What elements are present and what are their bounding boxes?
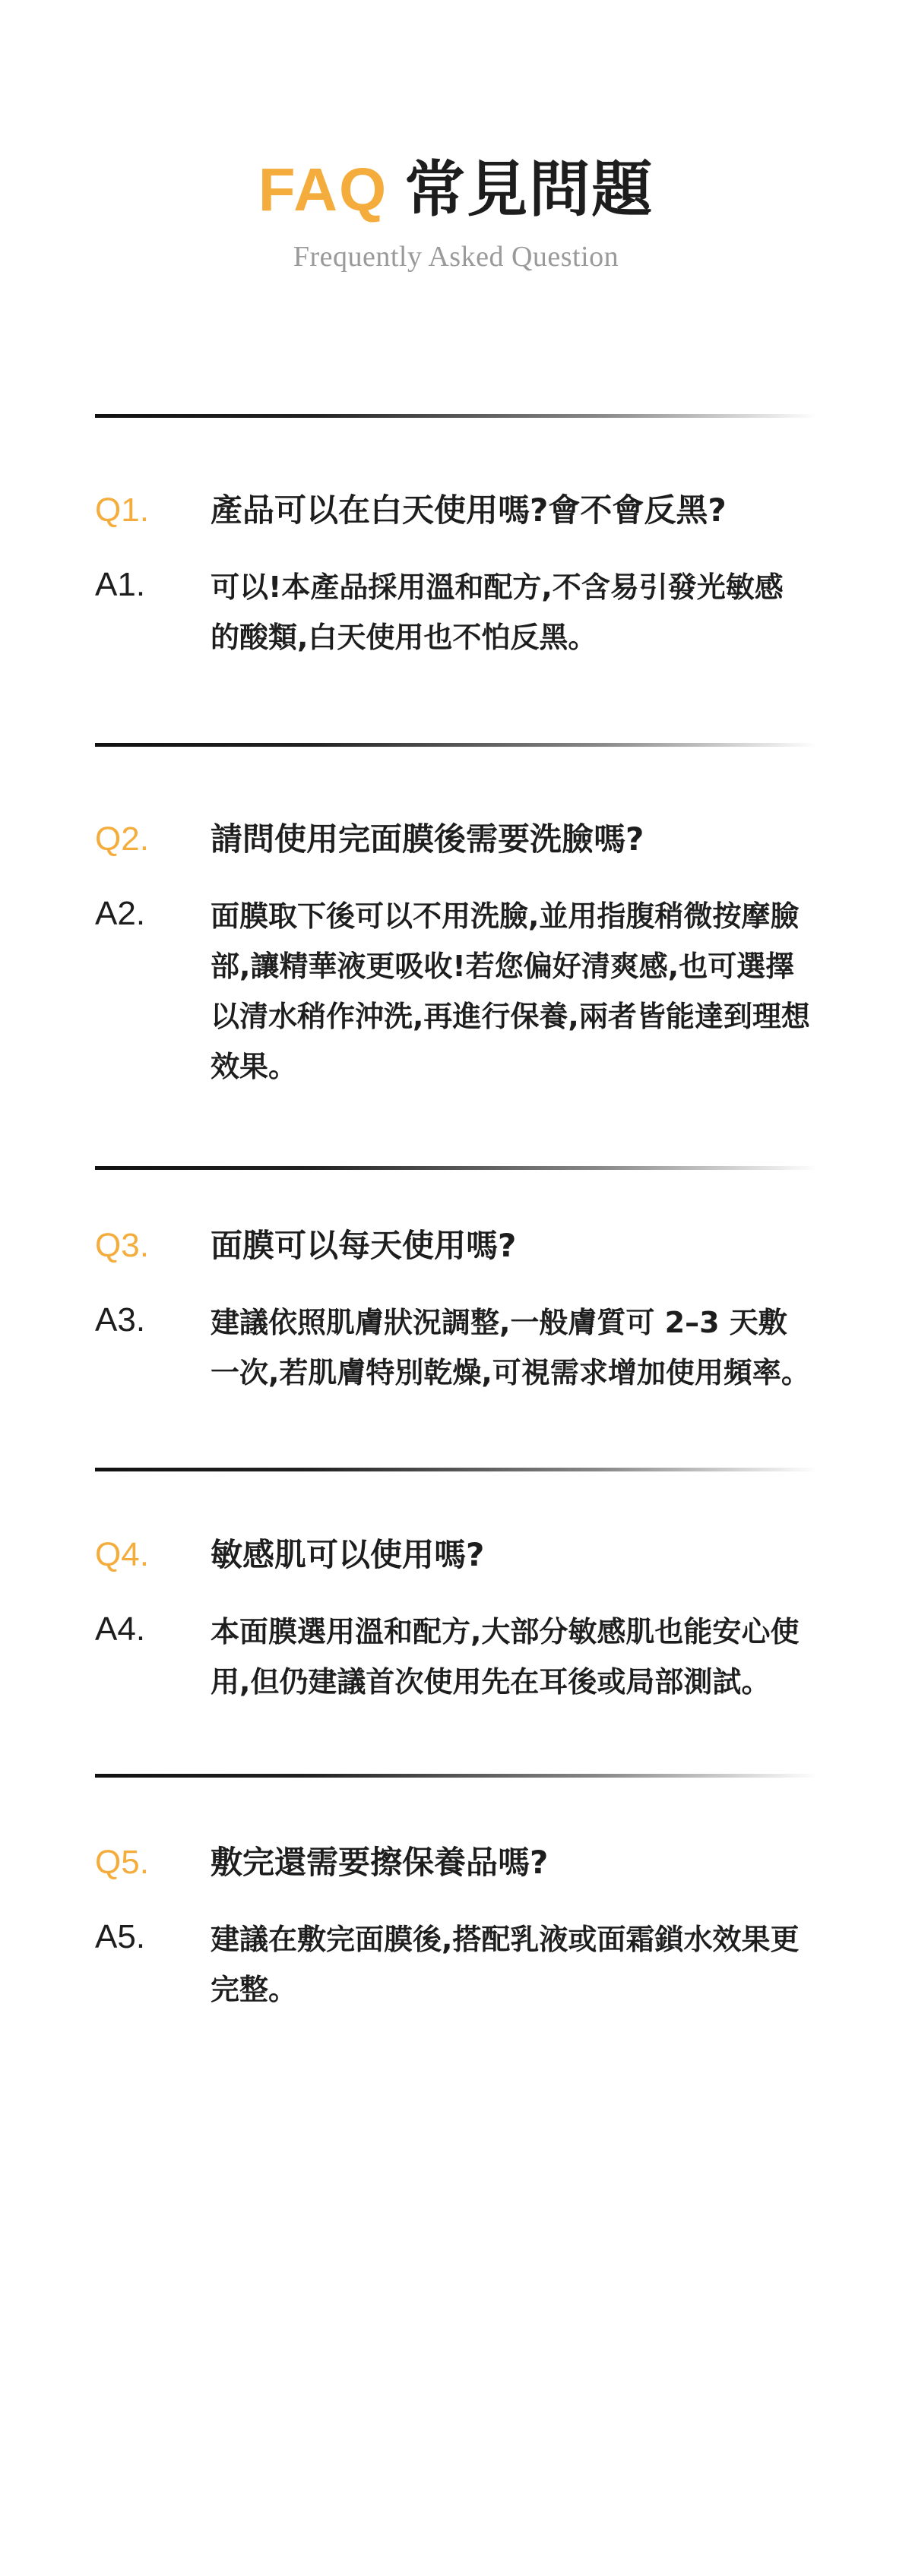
- divider: [95, 1166, 817, 1170]
- faq-item-3: [95, 1166, 817, 1468]
- divider: [95, 1774, 817, 1778]
- question-text: 請問使用完面膜後需要洗臉嗎?: [211, 820, 644, 858]
- question-label: Q1.: [95, 491, 149, 529]
- answer-label: A2.: [95, 895, 146, 932]
- divider: [95, 1468, 817, 1471]
- answer-text: 建議在敷完面膜後,搭配乳液或面霜鎖水效果更完整。: [211, 1923, 800, 2006]
- answer-row: [95, 562, 817, 662]
- divider: [95, 743, 817, 747]
- answer-label: A5.: [95, 1918, 146, 1955]
- answer-label: A3.: [95, 1301, 146, 1339]
- question-row: [95, 488, 817, 533]
- question-text: 敷完還需要擦保養品嗎?: [211, 1844, 549, 1881]
- answer-text: 面膜取下後可以不用洗臉,並用指腹稍微按摩臉部,讓精華液更吸收!若您偏好清爽感,也可選擇以清水稍作沖洗,再進行保養,兩者皆能達到理想效果。: [211, 899, 810, 1083]
- question-row: [95, 817, 817, 862]
- faq-list: [95, 414, 817, 2015]
- answer-row: [95, 1297, 817, 1398]
- question-row: [95, 1223, 817, 1269]
- faq-item-2: [95, 743, 817, 1166]
- faq-item-5: [95, 1774, 817, 2015]
- question-label: Q3.: [95, 1227, 149, 1264]
- faq-item-1: [95, 414, 817, 743]
- page-title-zh: 常見問題: [404, 154, 654, 225]
- question-row: [95, 1532, 817, 1578]
- faq-item-4: [95, 1468, 817, 1774]
- page-subtitle: Frequently Asked Question: [293, 241, 619, 273]
- question-text: 面膜可以每天使用嗎?: [211, 1227, 517, 1264]
- question-label: Q4.: [95, 1536, 149, 1573]
- answer-text: 本面膜選用溫和配方,大部分敏感肌也能安心使用,但仍建議首次使用先在耳後或局部測試。: [211, 1615, 800, 1699]
- question-label: Q5.: [95, 1844, 149, 1881]
- answer-row: [95, 1914, 817, 2015]
- question-text: 產品可以在白天使用嗎?會不會反黑?: [211, 491, 727, 529]
- question-text: 敏感肌可以使用嗎?: [211, 1536, 485, 1573]
- answer-label: A1.: [95, 566, 146, 603]
- page-title-en: FAQ: [258, 156, 388, 223]
- answer-row: [95, 1607, 817, 1707]
- question-row: [95, 1840, 817, 1885]
- question-label: Q2.: [95, 820, 149, 858]
- answer-text: 可以!本產品採用溫和配方,不含易引發光敏感的酸類,白天使用也不怕反黑。: [211, 571, 784, 654]
- divider: [95, 414, 817, 418]
- page-title: [0, 154, 912, 225]
- answer-text: 建議依照肌膚狀況調整,一般膚質可 2–3 天敷一次,若肌膚特別乾燥,可視需求增加使用頻率。: [211, 1306, 810, 1389]
- answer-row: [95, 891, 817, 1092]
- faq-header: [0, 154, 912, 273]
- answer-label: A4.: [95, 1610, 146, 1648]
